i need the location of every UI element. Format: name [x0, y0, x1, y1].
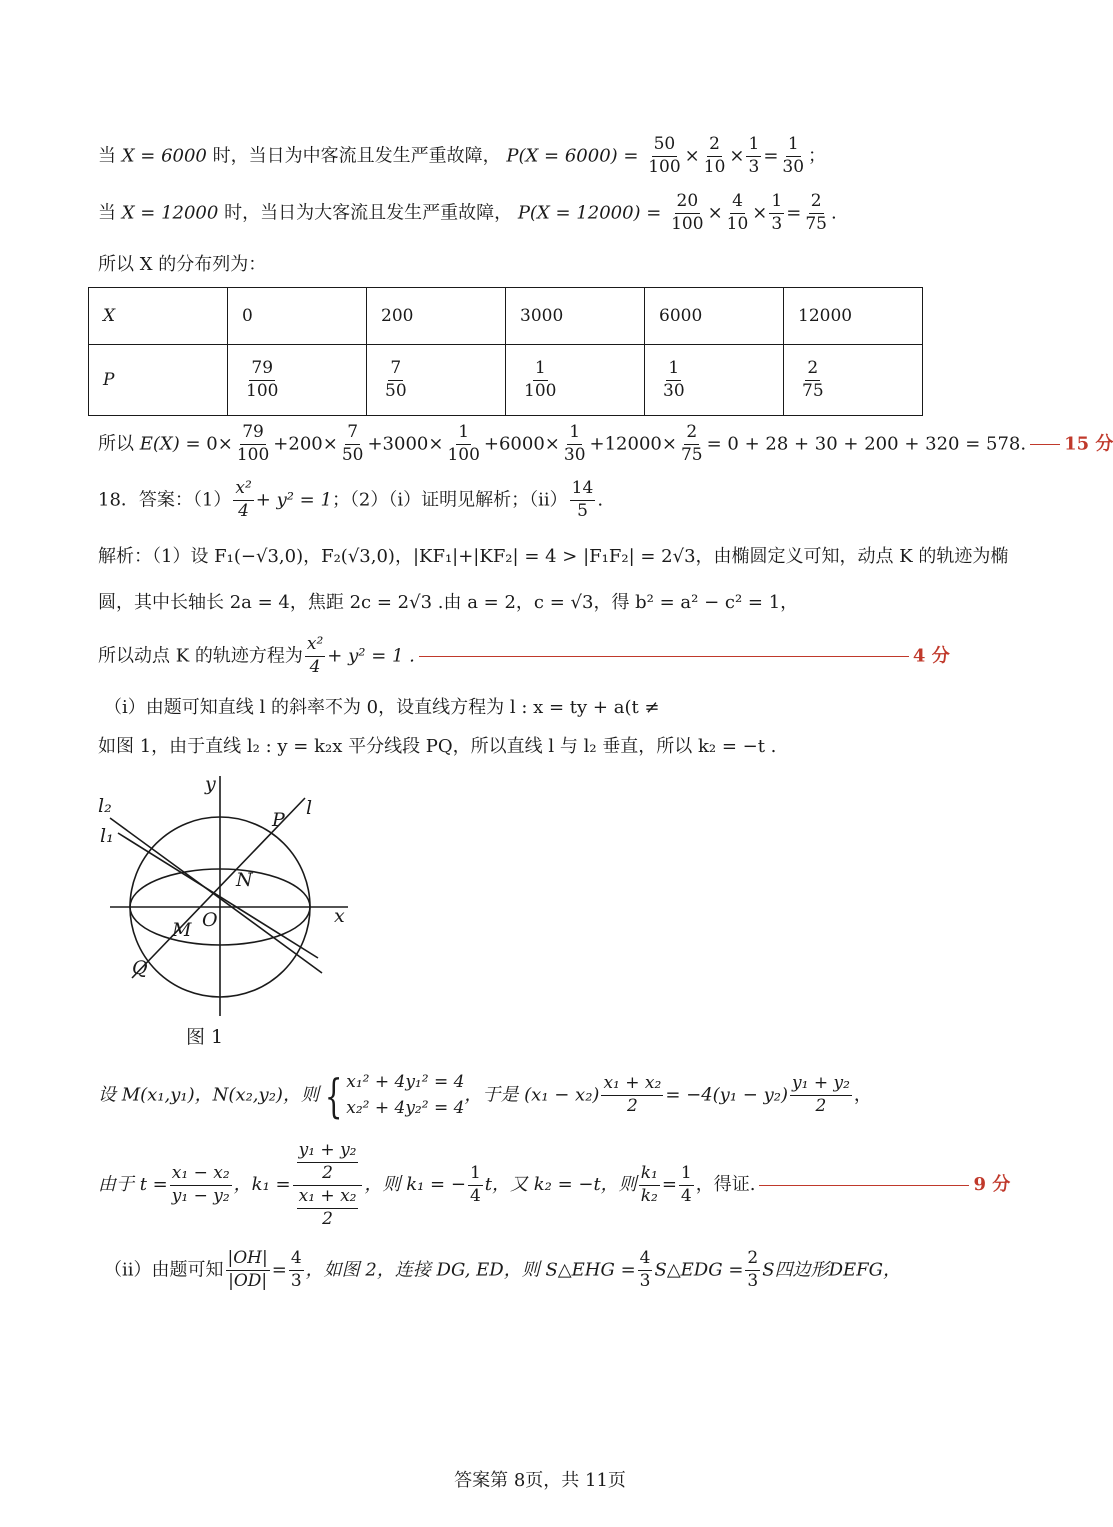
- text: 当: [98, 145, 116, 167]
- table-cell: [367, 345, 506, 416]
- label-P: P: [272, 809, 285, 831]
- line-x6000: 当 X = 6000 时，当日为中客流且发生严重故障， P(X = 6000) = $\frac{50}{100}$ × $\frac{2}{10}$ × $\frac{1}{3}$ = $\frac{1}{30}$ ；: [98, 134, 827, 177]
- score-badge: 4 分: [912, 645, 950, 667]
- table-row: [89, 288, 923, 345]
- label-M: M: [172, 919, 192, 941]
- label-N: N: [236, 869, 253, 891]
- label-l: l: [306, 797, 313, 819]
- table-cell: [506, 345, 645, 416]
- fraction: $\frac{4}{10}$: [726, 191, 749, 234]
- set-mn-line: 设 M(x₁,y₁)，N(x₂,y₂)，则 { x₁² + 4y₁² = 4 x₂² + 4y₂² = 4 ，于是 (x₁ − x₂) $\frac{\text{x₁ + x₂}}{2}$ = −4(y₁ − y₂) $\frac{\text{y₁ + y₂}}{2}$ ，: [98, 1068, 872, 1123]
- line-l1: [118, 833, 318, 958]
- label-l1: l₁: [100, 825, 114, 847]
- fraction: $\frac{50}{100}$: [648, 134, 681, 177]
- expectation-line: 所以 E(X) = 0× $\frac{79}{100}$ +200× $\frac{7}{50}$ +3000× $\frac{1}{100}$ +6000× $\frac{1}{30}$ +12000× $\frac{2}{75}$ = 0 + 28 + 30 + 200 + 320 = 578. 15 分: [98, 422, 1113, 465]
- part-ii-line: （ii）由题可知 $\frac{|OH|}{|OD|}$ = $\frac{4}{3}$ ，如图 2，连接 DG, ED，则 S△EHG = $\frac{4}{3}$ S△EDG = $\frac{2}{3}$ S四边形DEFG，: [104, 1248, 902, 1291]
- math: P(X = 6000) =: [506, 145, 639, 167]
- table-cell: 6000: [645, 288, 784, 345]
- since-line: 由于 t = $\frac{\text{x₁ − x₂}}{\text{y₁ − y₂}}$ ，k₁ = $\frac{\frac{\text{y₁ + y₂}}{2}}{\frac{\text{x₁ + x₂}}{2}}$ ，则 k₁ = − $\frac{1}{4}$ t，又 k₂ = −t，则 $\frac{\text{k₁}}{\text{k₂}}$ = $\frac{1}{4}$ ，得证. 9 分: [98, 1140, 1011, 1229]
- label-y: y: [205, 773, 216, 795]
- part-i-intro: （i）由题可知直线 l 的斜率不为 0，设直线方程为 l : x = ty + a(t ≠: [104, 697, 660, 718]
- text: 时，当日为大客流且发生严重故障，: [224, 202, 513, 224]
- text: 时，当日为中客流且发生严重故障，: [212, 145, 501, 167]
- dist-intro: 所以 X 的分布列为：: [98, 254, 267, 275]
- math: X = 6000: [121, 145, 207, 167]
- table-cell: [645, 345, 784, 416]
- fraction: $\frac{20}{100}$: [671, 191, 704, 234]
- table-row: [89, 345, 923, 416]
- table-cell: 12000: [784, 288, 923, 345]
- line-l2: [110, 818, 322, 973]
- score-badge: 15 分: [1064, 433, 1113, 455]
- math: X = 12000: [121, 202, 219, 224]
- fraction: $\frac{2}{75}$: [805, 191, 827, 234]
- figure-1: [90, 768, 370, 1058]
- table-cell: 200: [367, 288, 506, 345]
- fraction: $\frac{1}{3}$: [748, 134, 760, 177]
- fraction: $\frac{2}{10}$: [703, 134, 726, 177]
- analysis-line-1: 解析：（1）设 F₁(−√3,0)，F₂(√3,0)，|KF₁|+|KF₂| = 4 > |F₁F₂| = 2√3，由椭圆定义可知，动点 K 的轨迹为椭: [98, 546, 1009, 567]
- table-cell: [784, 345, 923, 416]
- fraction: $\frac{2}{75}$: [802, 357, 824, 401]
- label-x: x: [334, 905, 345, 927]
- fraction: $\frac{1}{30}$: [782, 134, 805, 177]
- figure-caption: 图 1: [186, 1026, 224, 1048]
- q18-answer: 18．答案：（1） $\frac{\text{x²}}{4}$ + y² = 1；（2）（i）证明见解析；（ii） $\frac{14}{5}$ .: [98, 478, 604, 521]
- label-Q: Q: [132, 957, 148, 979]
- line-x12000: 当 X = 12000 时，当日为大客流且发生严重故障， P(X = 12000) = $\frac{20}{100}$ × $\frac{4}{10}$ × $\frac{1}{3}$ = $\frac{2}{75}$ .: [98, 191, 837, 234]
- table-cell: P: [89, 345, 228, 416]
- table-cell: 0: [228, 288, 367, 345]
- distribution-table: [88, 287, 923, 416]
- table-cell: 3000: [506, 288, 645, 345]
- fraction: $\frac{1}{100}$: [524, 357, 557, 401]
- page-footer: 答案第 8页，共 11页: [454, 1470, 626, 1491]
- fraction: $\frac{1}{30}$: [663, 357, 685, 401]
- fraction: $\frac{79}{100}$: [246, 357, 279, 401]
- table-cell: X: [89, 288, 228, 345]
- text: 当: [98, 202, 116, 224]
- math: P(X = 12000) =: [517, 202, 662, 224]
- label-O: O: [202, 909, 218, 931]
- label-l2: l₂: [98, 795, 112, 817]
- analysis-line-2: 圆，其中长轴长 2a = 4，焦距 2c = 2√3 .由 a = 2，c = √3，得 b² = a² − c² = 1，: [98, 592, 799, 613]
- table-cell: [228, 345, 367, 416]
- fraction: $\frac{1}{3}$: [771, 191, 783, 234]
- analysis-line-3: 所以动点 K 的轨迹方程为 $\frac{\text{x²}}{4}$ + y² = 1 . 4 分: [98, 634, 950, 677]
- fraction: $\frac{7}{50}$: [385, 357, 407, 401]
- score-badge: 9 分: [973, 1174, 1011, 1196]
- fig-intro: 如图 1，由于直线 l₂ : y = k₂x 平分线段 PQ，所以直线 l 与 l₂ 垂直，所以 k₂ = −t .: [98, 736, 777, 757]
